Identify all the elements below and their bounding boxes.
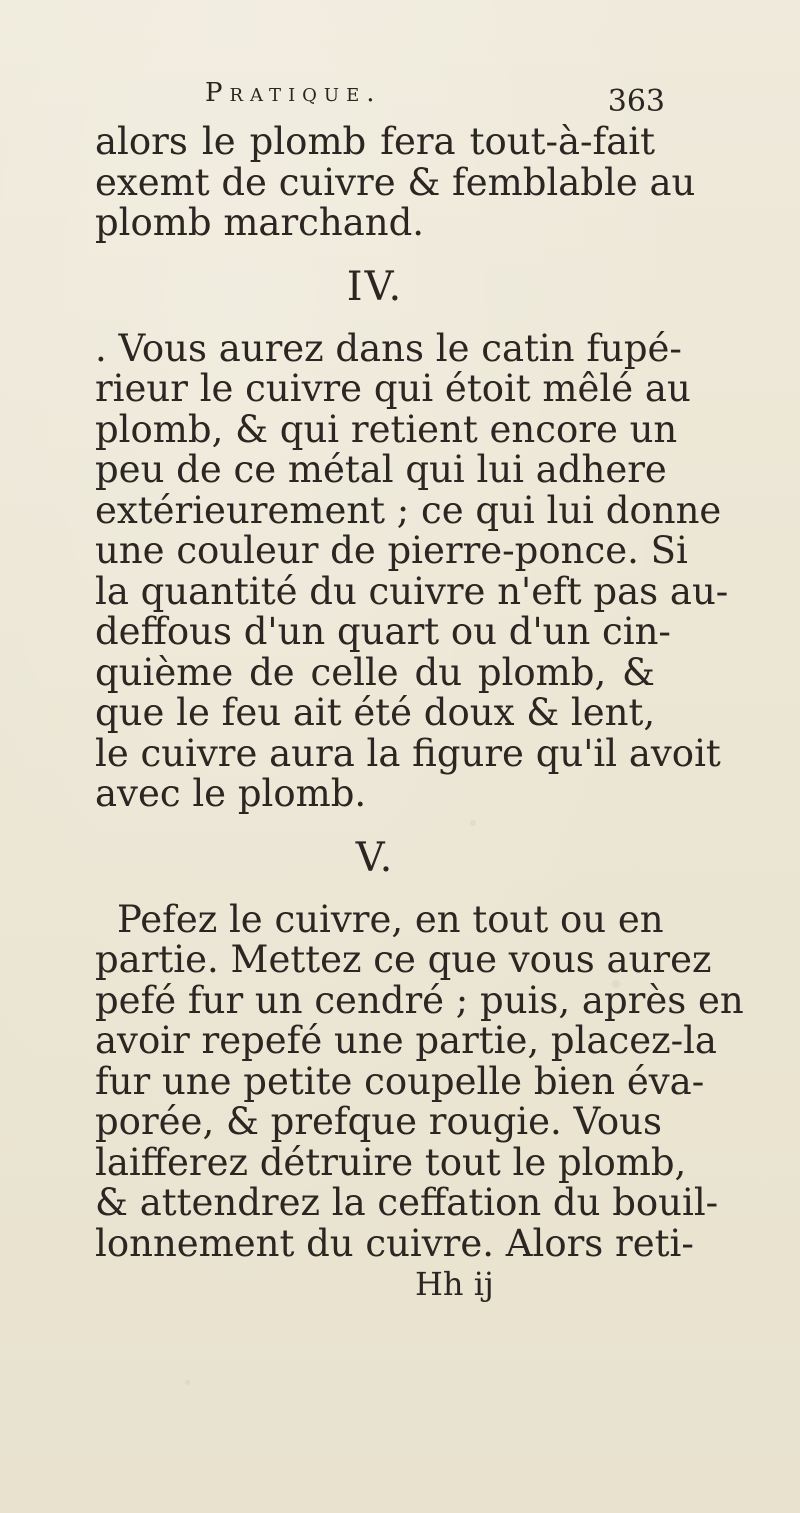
text-line: plomb marchand. — [95, 201, 425, 244]
foxing-spot — [185, 1380, 190, 1385]
text-line: une couleur de pierre-ponce. Si — [95, 529, 688, 572]
body-text — [95, 120, 744, 1303]
text-line: plomb, & qui retient encore un — [95, 407, 678, 451]
running-title: Pratique. — [205, 78, 382, 108]
text-line: exemt de cuivre & femblable au — [95, 160, 696, 204]
section-heading-iv: IV. — [346, 263, 404, 310]
text-line: partie. Mettez ce que vous aurez — [95, 938, 712, 981]
text-line: fur une petite coupelle bien éva- — [95, 1059, 705, 1103]
text-line: le cuivre aura la figure qu'il avoit — [95, 731, 721, 775]
text-line: alors le plomb fera tout-à-fait — [95, 120, 655, 163]
text-line: avec le plomb. — [95, 772, 367, 815]
text-line: peu de ce métal qui lui adhere — [95, 448, 667, 491]
text-line: quième de celle du plomb, & — [95, 650, 655, 694]
text-line: laifferez détruire tout le plomb, — [95, 1140, 687, 1184]
section-heading-v: V. — [355, 834, 395, 881]
text-line: lonnement du cuivre. Alors reti- — [95, 1221, 694, 1265]
signature-mark: Hh ij — [415, 1265, 494, 1303]
text-line: . Vous aurez dans le catin fupé- — [95, 326, 682, 370]
text-line: & attendrez la ceffation du bouil- — [95, 1181, 719, 1224]
page-header — [205, 78, 665, 118]
text-line: avoir repefé une partie, placez-la — [95, 1019, 717, 1062]
text-line: porée, & prefque rougie. Vous — [95, 1100, 662, 1143]
text-line: pefé fur un cendré ; puis, après en — [95, 978, 744, 1022]
page-number: 363 — [607, 84, 665, 119]
text-line: rieur le cuivre qui étoit mêlé au — [95, 367, 691, 410]
text-line: Pefez le cuivre, en tout ou en — [117, 897, 664, 941]
text-line: extérieurement ; ce qui lui donne — [95, 488, 722, 532]
text-line: la quantité du cuivre n'eft pas au- — [95, 569, 729, 613]
text-line: deffous d'un quart ou d'un cin- — [95, 610, 671, 653]
text-line: que le feu ait été doux & lent, — [95, 691, 656, 734]
